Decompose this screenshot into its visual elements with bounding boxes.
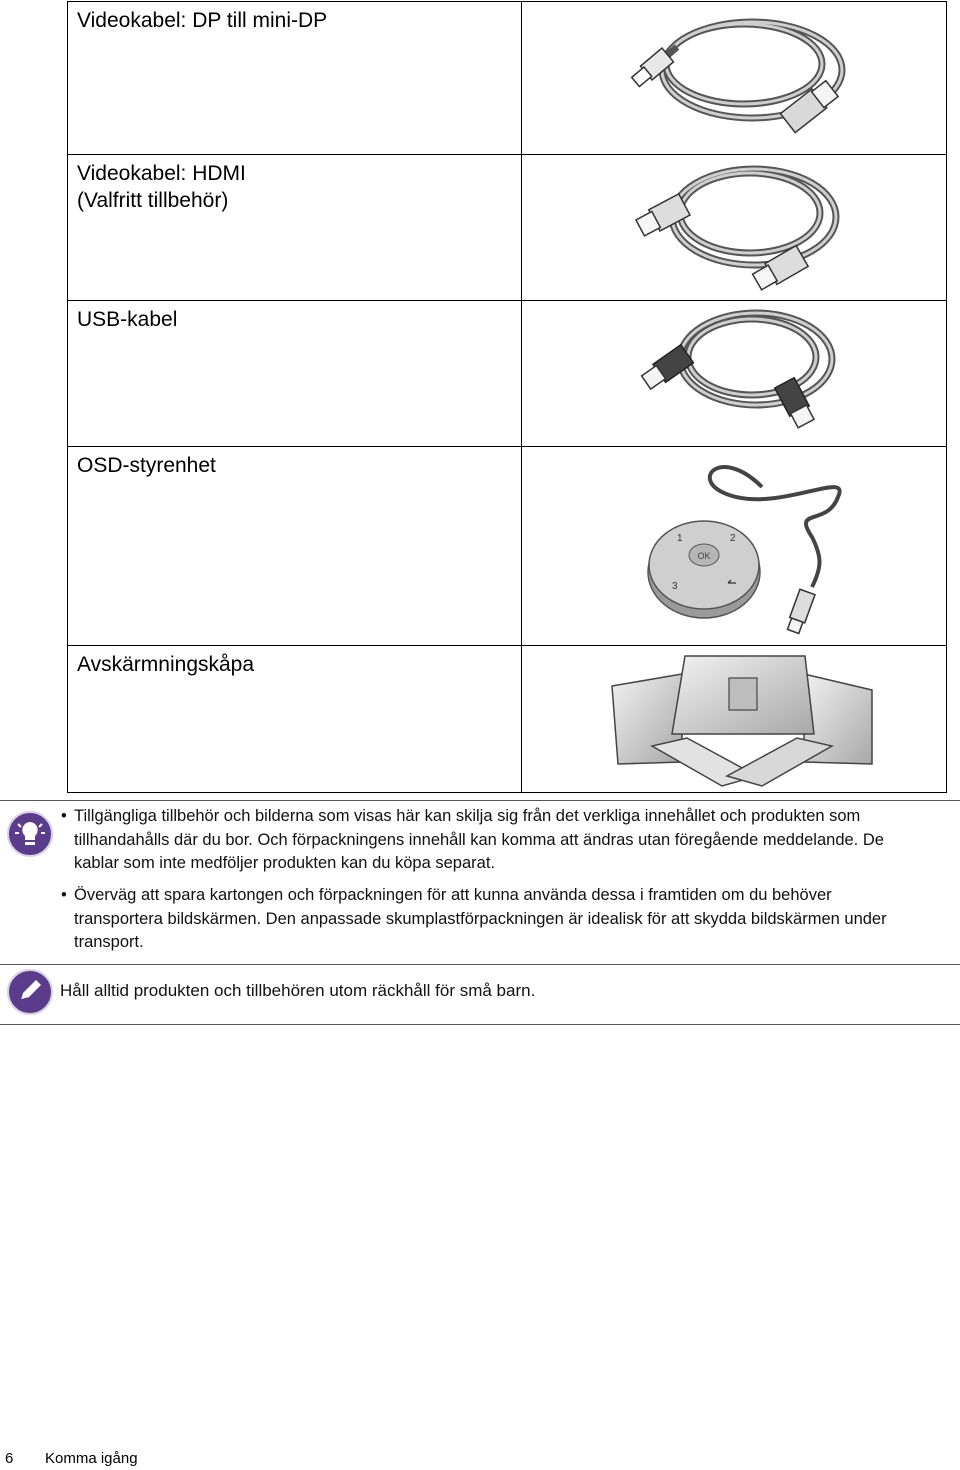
accessory-row xyxy=(68,155,947,301)
usb-cable-image xyxy=(522,301,960,446)
accessory-image-cell xyxy=(522,646,947,793)
dp-cable-image xyxy=(522,2,960,154)
accessory-name-line: Videokabel: DP till mini-DP xyxy=(77,9,328,32)
accessory-row xyxy=(68,301,947,447)
accessory-name xyxy=(68,2,522,155)
accessory-name xyxy=(68,646,522,793)
divider xyxy=(0,1024,960,1025)
osd-key-3-label: 3 xyxy=(672,581,678,592)
tip-item: • Överväg att spara kartongen och förpackningen för att kunna använda dessa i framtiden om du behöver transportera bildskärmen. Den anpassade skumplastförpackningen är idealisk för att skydda bildskärmen under transport. xyxy=(74,884,954,955)
section-title: Komma igång xyxy=(45,1450,138,1467)
note-text: Håll alltid produkten och tillbehören utom räckhåll för små barn. xyxy=(60,981,536,1000)
tip-line: transport. xyxy=(74,933,144,951)
divider xyxy=(0,964,960,965)
accessory-name-line: Avskärmningskåpa xyxy=(77,653,255,676)
tip-line: Tillgängliga tillbehör och bilderna som visas här kan skilja sig från det verkliga innehållet och produkten som xyxy=(74,807,861,825)
accessory-name-line: OSD-styrenhet xyxy=(77,454,216,477)
tip-line: kablar som inte medföljer produkten kan du köpa separat. xyxy=(74,854,495,872)
divider xyxy=(0,800,960,801)
accessories-table xyxy=(67,1,947,793)
osd-key-1-label: 1 xyxy=(677,533,683,544)
accessory-name-line: USB-kabel xyxy=(77,308,178,331)
osd-controller-image xyxy=(522,447,960,645)
page-number: 6 xyxy=(5,1450,14,1467)
lightbulb-icon xyxy=(7,811,53,857)
accessory-name xyxy=(68,155,522,301)
accessory-name xyxy=(68,301,522,447)
osd-ok-label: OK xyxy=(697,551,711,561)
accessory-row xyxy=(68,2,947,155)
tip-line: transportera bildskärmen. Den anpassade skumplastförpackningen är idealisk för att skydda bildskärmen under xyxy=(74,909,887,928)
tip-line: Överväg att spara kartongen och förpackningen för att kunna använda dessa i framtiden om du behöver xyxy=(74,886,832,904)
shading-hood-image xyxy=(522,646,960,792)
tip-item: • Tillgängliga tillbehör och bilderna som visas här kan skilja sig från det verkliga innehållet och produkten som tillhandahålls där du bor. Och förpackningens innehåll kan komma att ändras utan föregående meddelande. De kablar som inte medföljer produkten kan du köpa separat. xyxy=(74,805,954,876)
accessory-row xyxy=(68,447,947,646)
accessory-image-cell xyxy=(522,2,947,155)
accessory-name-line: (Valfritt tillbehör) xyxy=(77,189,229,212)
tip-line: tillhandahålls där du bor. Och förpackningens innehåll kan komma att ändras utan föregående meddelande. De xyxy=(74,830,884,849)
accessory-name-line: Videokabel: HDMI xyxy=(77,162,246,185)
accessory-image-cell xyxy=(522,155,947,301)
pencil-icon xyxy=(7,969,53,1015)
accessory-row xyxy=(68,646,947,793)
accessory-image-cell xyxy=(522,447,947,646)
accessory-name xyxy=(68,447,522,646)
osd-key-2-label: 2 xyxy=(730,533,736,544)
accessory-image-cell xyxy=(522,301,947,447)
hdmi-cable-image xyxy=(522,155,960,300)
